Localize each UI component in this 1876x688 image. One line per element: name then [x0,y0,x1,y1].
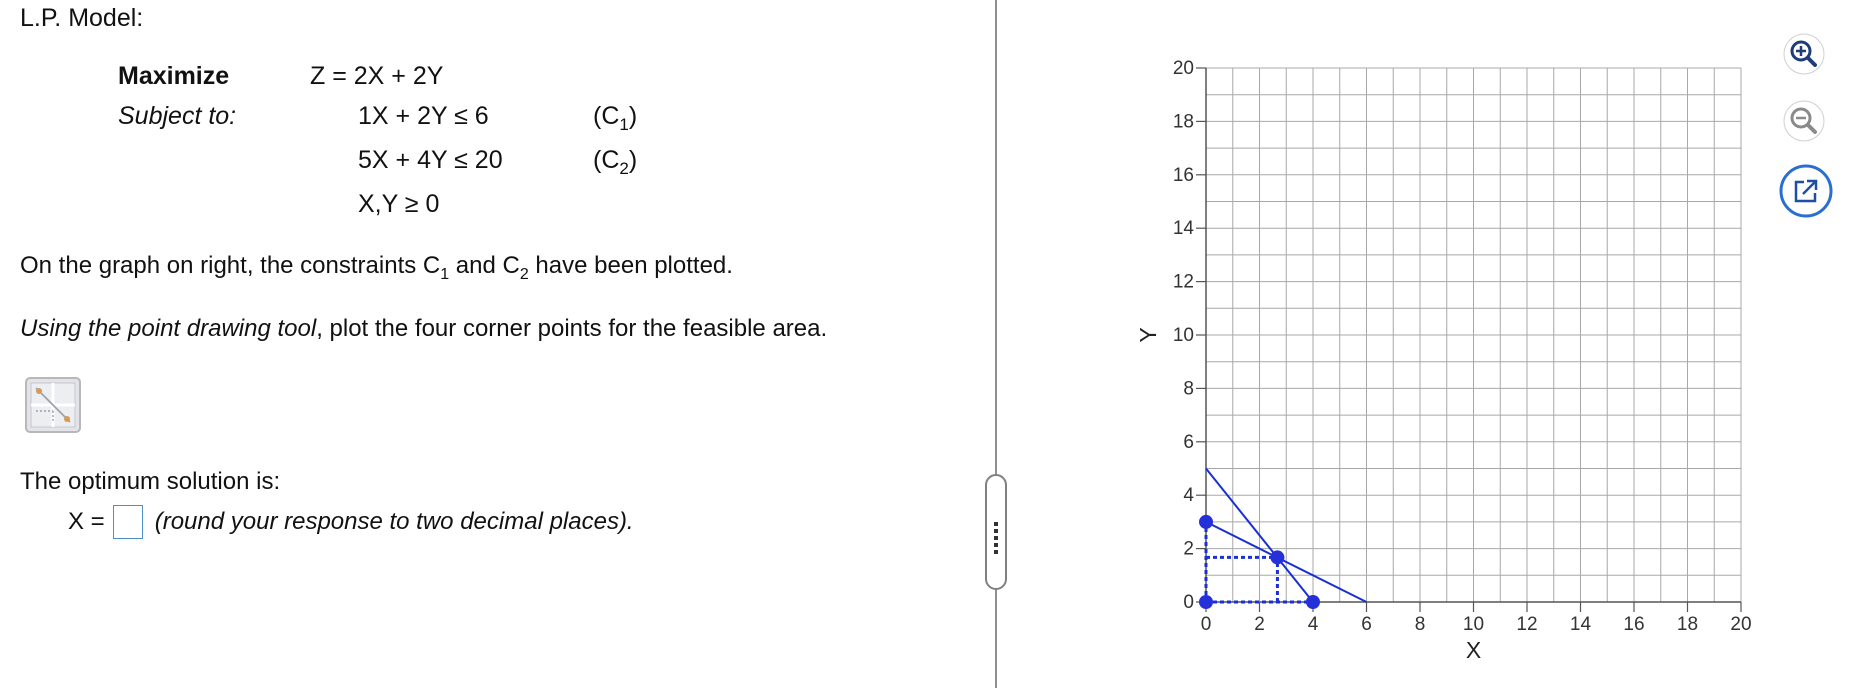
rounding-hint: (round your response to two decimal places). [154,508,634,535]
y-tick-label: 16 [1172,164,1194,186]
constraint-nonnegativity: X,Y ≥ 0 [358,190,440,218]
model-title: L.P. Model: [20,4,144,32]
x-tick-label: 20 [1730,614,1752,635]
y-tick-label: 14 [1172,218,1194,240]
corner-point-origin[interactable] [1199,595,1213,609]
x-tick-label: 6 [1361,614,1372,635]
y-tick-label: 0 [1183,592,1194,613]
corner-point-x-intercept-c2[interactable] [1306,595,1320,609]
zoom-out-button[interactable] [1784,101,1824,141]
popout-button[interactable] [1781,166,1831,216]
x-tick-label: 2 [1254,614,1265,635]
x-tick-label: 16 [1623,614,1645,635]
y-tick-label: 8 [1183,378,1194,400]
constraint-c2: 5X + 4Y ≤ 20 [358,146,503,174]
y-tick-label: 2 [1183,538,1194,560]
y-tick-label: 12 [1172,271,1194,293]
x-axis-label: X [1465,637,1482,663]
x-tick-label: 14 [1569,614,1592,635]
instruction-plot-points: Using the point drawing tool, plot the four corner points for the feasible area. [20,315,828,342]
x-tick-label: 0 [1200,614,1212,635]
constraint-tag-c2: $(C_2)$ [593,146,638,178]
constraint-tag-c1: $(C_1)$ [593,102,638,134]
graph-grid [1206,68,1741,602]
maximize-label: Maximize [118,62,230,90]
x-tick-label: 8 [1414,614,1426,635]
y-tick-label: 18 [1172,111,1194,133]
x-answer-label: X = [68,508,105,535]
subject-to-label: Subject to: [118,102,237,130]
optimum-solution-label: The optimum solution is: [20,468,281,495]
x-tick-label: 10 [1462,614,1485,635]
objective-function: Z = 2X + 2Y [310,62,444,90]
instruction-plotted: On the graph on right, the constraints $C_1$ and $C_2$ have been plotted. [20,252,733,283]
y-tick-label: 6 [1183,431,1194,453]
corner-point-intersection[interactable] [1270,550,1284,564]
y-tick-label: 20 [1172,58,1194,79]
x-tick-label: 4 [1307,614,1319,635]
x-tick-label: 12 [1516,614,1538,635]
zoom-in-button[interactable] [1784,34,1824,74]
corner-point-y-intercept-c1[interactable] [1199,515,1213,529]
y-axis-label: Y [1135,327,1161,343]
constraint-c1: 1X + 2Y ≤ 6 [358,102,489,130]
y-tick-label: 4 [1183,485,1194,507]
x-tick-label: 18 [1676,614,1699,635]
graph-axes [1135,58,1752,663]
y-tick-label: 10 [1172,325,1194,346]
